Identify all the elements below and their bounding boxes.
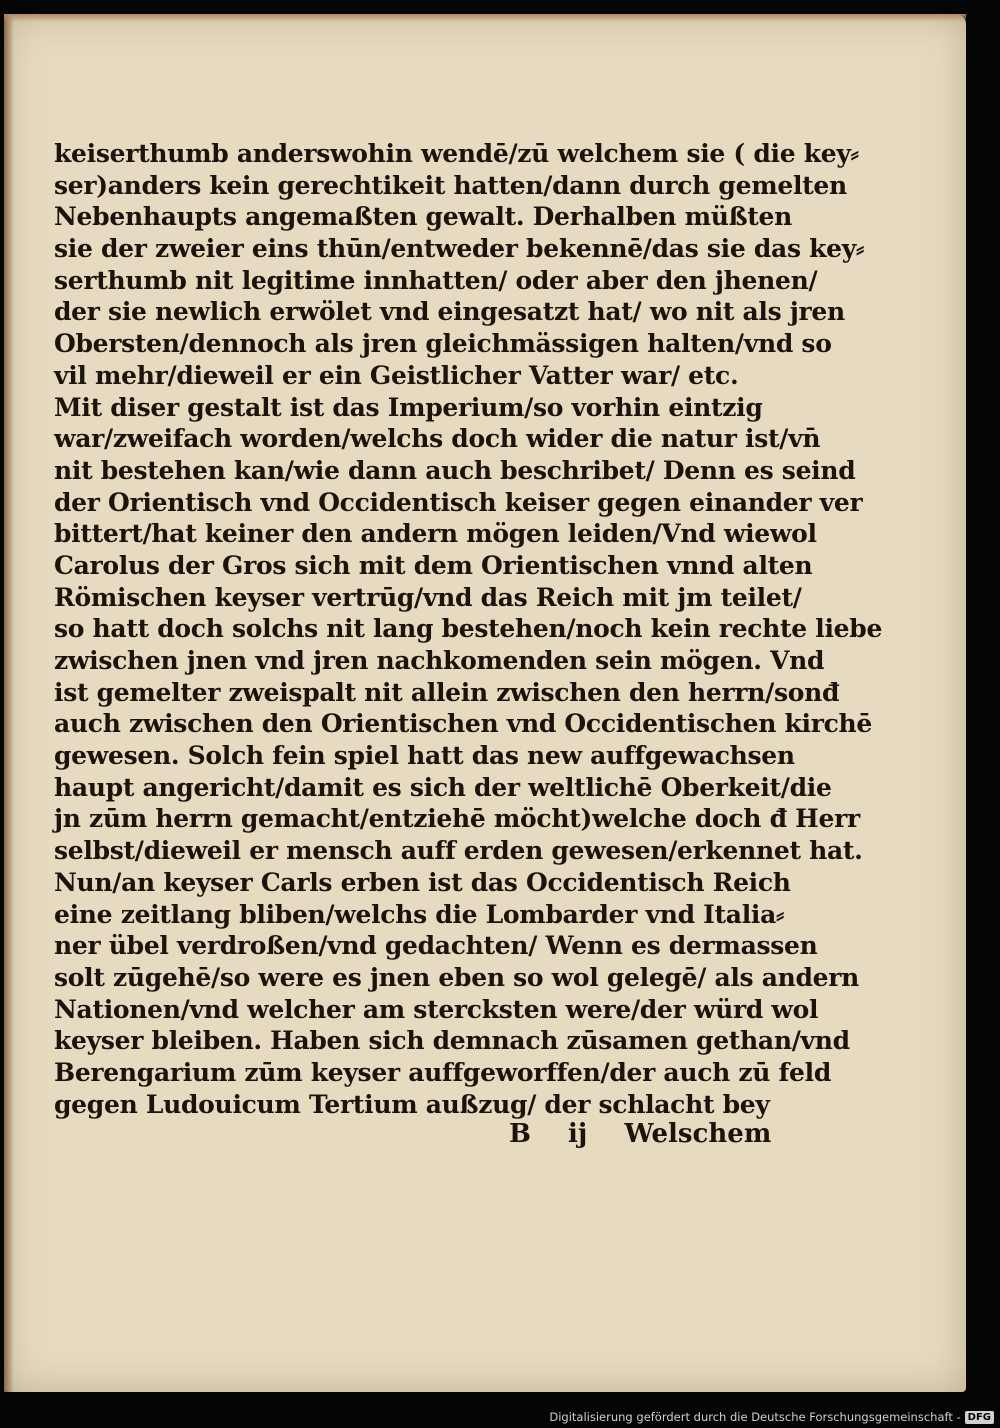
text-line: keiserthumb anderswohin wendē/zū welchem sie ( die key⸗ — [54, 139, 859, 168]
text-line: auch zwischen den Orientischen vnd Occidentischen kirchē — [54, 709, 873, 739]
text-line: bittert/hat keiner den andern mögen leiden/Vnd wiewol — [54, 519, 817, 549]
text-line: so hatt doch solchs nit lang bestehen/noch kein rechte liebe — [54, 614, 883, 644]
footer-credit: Digitalisierung gefördert durch die Deutsche Forschungsgemeinschaft - — [549, 1410, 961, 1424]
text-line: der sie newlich erwölet vnd eingesatzt hat/ wo nit als jren — [54, 297, 845, 327]
signature-number: ij — [568, 1119, 588, 1149]
text-line: ner übel verdroßen/vnd gedachten/ Wenn es dermassen — [54, 931, 818, 961]
text-line: Nebenhaupts angemaßten gewalt. Derhalben müßten — [54, 202, 793, 232]
text-line: eine zeitlang bliben/welchs die Lombarder vnd Italia⸗ — [54, 899, 785, 929]
text-line: war/zweifach worden/welchs doch wider die natur ist/vn̄ — [54, 424, 821, 454]
text-block — [54, 138, 883, 1120]
text-line: selbst/dieweil er mensch auff erden gewesen/erkennet hat. — [54, 836, 863, 866]
catchword: Welschem — [624, 1119, 772, 1149]
page-top-edge — [4, 14, 966, 22]
signature-mark: B — [509, 1119, 531, 1149]
footer-bar — [549, 1406, 1000, 1428]
text-line: sie der zweier eins thūn/entweder bekennē/das sie das key⸗ — [54, 234, 865, 264]
book-page — [4, 14, 966, 1392]
text-line: jn zūm herrn gemacht/entziehē möcht)welche doch đ Herr — [54, 804, 860, 834]
text-line: ist gemelter zweispalt nit allein zwischen den herrn/sonđ — [54, 677, 840, 707]
text-line: gewesen. Solch fein spiel hatt das new auffgewachsen — [54, 741, 795, 771]
text-line: serthumb nit legitime innhatten/ oder aber den jhenen/ — [54, 265, 818, 295]
text-line: Obersten/dennoch als jren gleichmässigen halten/vnd so — [54, 329, 832, 359]
text-line: keyser bleiben. Haben sich demnach zūsamen gethan/vnd — [54, 1026, 850, 1056]
dfg-logo: DFG — [965, 1411, 994, 1424]
text-line: nit bestehen kan/wie dann auch beschribet/ Denn es seind — [54, 455, 856, 485]
text-line: Mit diser gestalt ist das Imperium/so vorhin eintzig — [54, 392, 763, 422]
text-line: vil mehr/dieweil er ein Geistlicher Vatter war/ etc. — [54, 360, 739, 390]
text-line: haupt angericht/damit es sich der weltlichē Oberkeit/die — [54, 772, 832, 802]
signature-line — [509, 1119, 771, 1149]
text-line: der Orientisch vnd Occidentisch keiser gegen einander ver — [54, 487, 863, 517]
text-line: Carolus der Gros sich mit dem Orientischen vnnd alten — [54, 550, 813, 580]
text-line: Römischen keyser vertrūg/vnd das Reich mit jm teilet/ — [54, 582, 802, 612]
text-line: ser)anders kein gerechtikeit hatten/dann durch gemelten — [54, 170, 847, 200]
text-line: Nun/an keyser Carls erben ist das Occidentisch Reich — [54, 867, 791, 897]
text-line: gegen Ludouicum Tertium außzug/ der schlacht bey — [54, 1089, 770, 1119]
text-line: Berengarium zūm keyser auffgeworffen/der auch zū feld — [54, 1057, 832, 1087]
text-line: zwischen jnen vnd jren nachkomenden sein mögen. Vnd — [54, 646, 825, 675]
text-line: Nationen/vnd welcher am stercksten were/der würd wol — [54, 994, 819, 1024]
text-line: solt zūgehē/so were es jnen eben so wol gelegē/ als andern — [54, 962, 860, 992]
